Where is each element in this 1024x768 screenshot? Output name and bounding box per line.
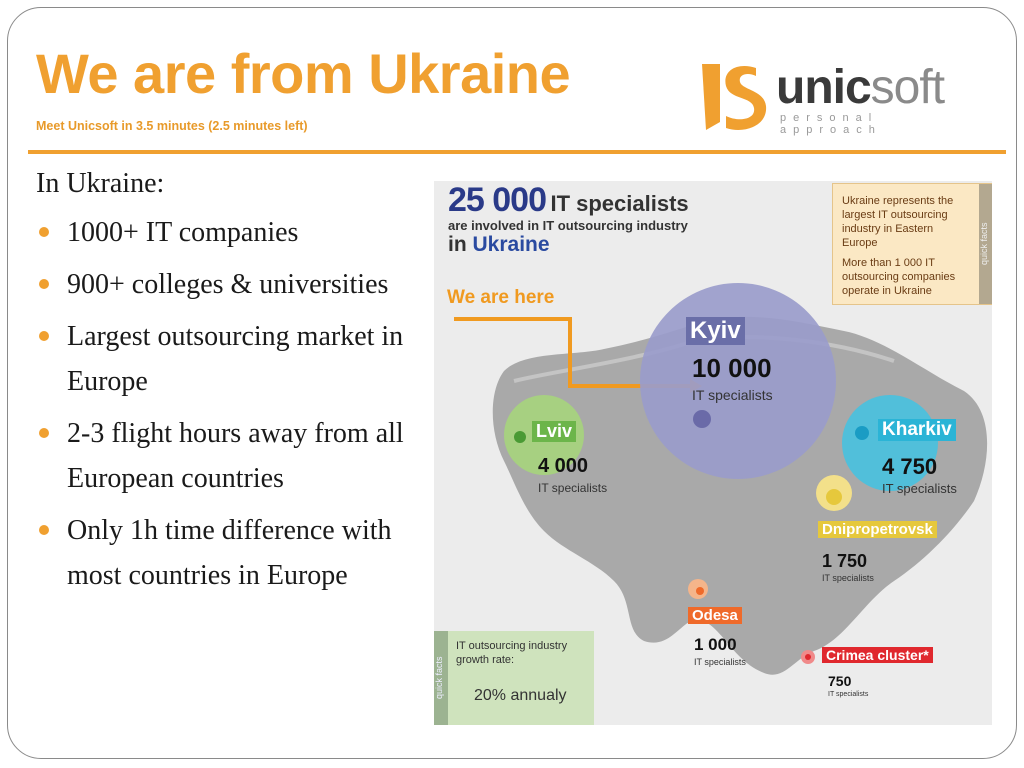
- city-count-kharkiv: 4 750: [882, 454, 938, 479]
- quick-facts-bottom: [434, 631, 594, 725]
- slide-title: We are from Ukraine: [36, 42, 571, 105]
- city-count-dnipropetrovsk: 1 750: [822, 551, 868, 571]
- city-sub-odesa: IT specialists: [694, 657, 746, 667]
- quick-fact-2: More than 1 000 IT outsourcing companies operate in Ukraine: [842, 257, 956, 297]
- city-sub-kharkiv: IT specialists: [882, 481, 957, 496]
- bullet-item: 2-3 flight hours away from all European countries: [36, 411, 441, 501]
- city-count-odesa: 1 000: [694, 635, 737, 654]
- city-name-dnipropetrovsk: Dnipropetrovsk: [818, 521, 937, 538]
- headline-unit: IT specialists: [550, 191, 689, 216]
- quick-fact-1: Ukraine represents the largest IT outsourcing industry in Eastern Europe: [842, 195, 954, 249]
- unicsoft-s-logo-icon: [698, 60, 770, 132]
- city-name-crimea: Crimea cluster*: [822, 647, 933, 663]
- city-count-lviv: 4 000: [538, 455, 589, 477]
- slide-subtitle: Meet Unicsoft in 3.5 minutes (2.5 minutes left): [36, 119, 308, 133]
- logo-tagline: personal approach: [780, 112, 882, 136]
- title-divider: [28, 150, 1006, 154]
- unicsoft-logo: [698, 60, 988, 136]
- logo-wordmark: unicsoft: [776, 61, 945, 114]
- city-name-kyiv: Kyiv: [686, 317, 745, 345]
- we-are-here-label: We are here: [447, 287, 555, 308]
- city-sub-dnipropetrovsk: IT specialists: [822, 573, 874, 583]
- city-sub-crimea: IT specialists: [828, 691, 869, 698]
- city-count-crimea: 750: [828, 673, 852, 689]
- headline-line3: in Ukraine: [448, 233, 550, 256]
- quick-facts-label: quick facts: [434, 631, 448, 725]
- headline-number: 25 000: [448, 181, 546, 219]
- city-sub-kyiv: IT specialists: [692, 387, 773, 403]
- growth-rate-value: 20% annualy: [474, 687, 567, 704]
- body-text: [36, 168, 441, 605]
- city-name-kharkiv: Kharkiv: [878, 419, 956, 441]
- city-name-odesa: Odesa: [688, 607, 742, 624]
- bullet-item: Largest outsourcing market in Europe: [36, 314, 441, 404]
- bullet-list: [36, 210, 441, 598]
- city-count-kyiv: 10 000: [692, 353, 772, 383]
- headline-line2: are involved in IT outsourcing industry: [448, 218, 688, 233]
- quick-facts-top: [832, 183, 992, 305]
- ukraine-infographic: [434, 181, 992, 725]
- quick-facts-label: quick facts: [979, 184, 992, 304]
- headline: [448, 181, 689, 220]
- bullet-item: 1000+ IT companies: [36, 210, 441, 255]
- intro-text: In Ukraine:: [36, 168, 165, 199]
- bullet-item: 900+ colleges & universities: [36, 262, 441, 307]
- bullet-item: Only 1h time difference with most countries in Europe: [36, 508, 441, 598]
- city-sub-lviv: IT specialists: [538, 481, 608, 495]
- growth-rate-label: IT outsourcing industry growth rate:: [456, 640, 568, 666]
- city-name-lviv: Lviv: [532, 421, 576, 442]
